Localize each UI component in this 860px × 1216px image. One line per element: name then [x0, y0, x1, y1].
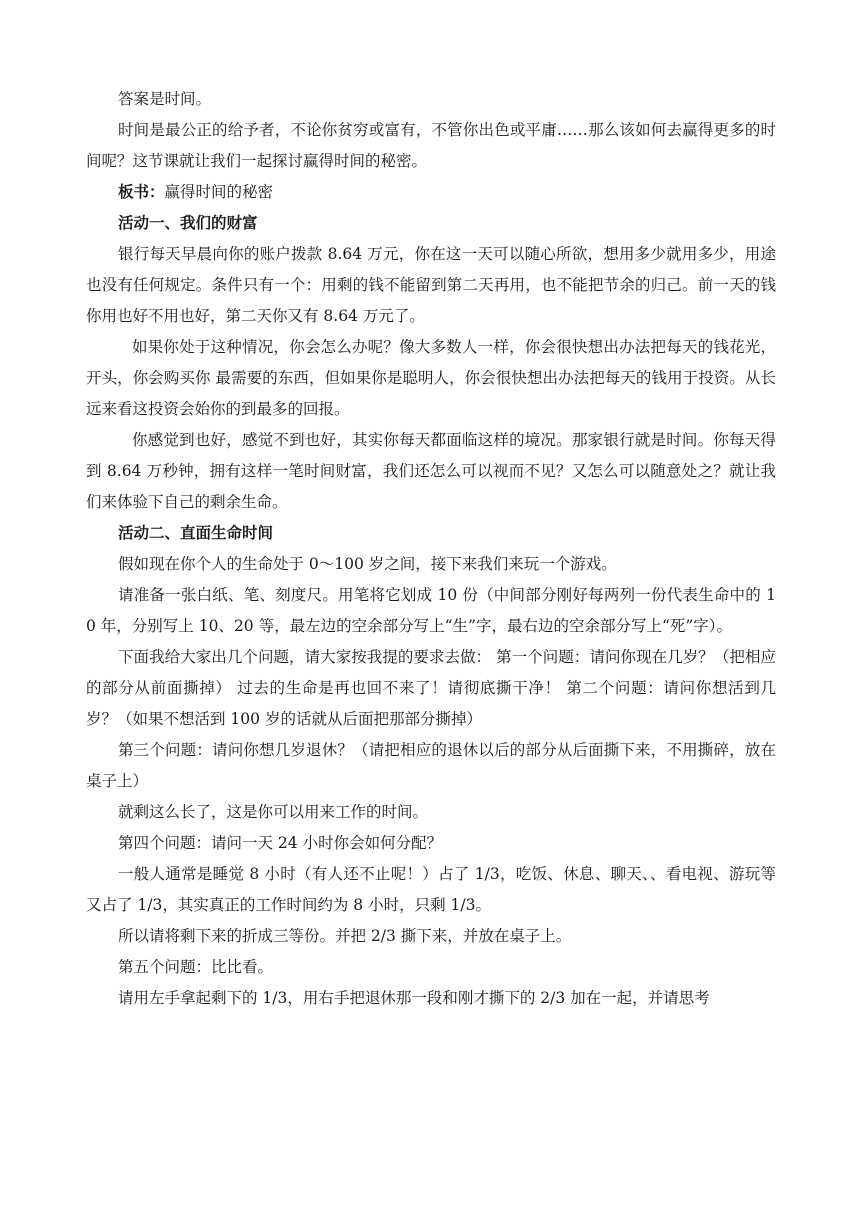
paragraph-intro: 时间是最公正的给予者，不论你贫穷或富有，不管你出色或平庸……那么该如何去赢得更多的时间呢？这节课就让我们一起探讨赢得时间的秘密。 — [86, 121, 776, 170]
activity-one-paragraph: 如果你处于这种情况，你会怎么办呢？像大多数人一样，你会很快想出办法把每天的钱花光，开头，你会购买你 最需要的东西，但如果你是聪明人，你会很快想出办法把每天的钱用于投资。从长远来看这投资会始你的到最多的回报。 — [86, 338, 776, 418]
board-note — [86, 177, 776, 208]
activity-two-paragraph: 第四个问题：请问一天 24 小时你会如何分配？ — [118, 834, 443, 852]
activity-two-paragraph: 第三个问题：请问你想几岁退休？（请把相应的退休以后的部分从后面撕下来，不用撕碎，放在桌子上） — [86, 741, 776, 790]
activity-two-paragraph: 第五个问题：比比看。 — [118, 958, 274, 976]
activity-two-paragraph: 就剩这么长了，这是你可以用来工作的时间。 — [118, 803, 429, 821]
activity-one-paragraph: 银行每天早晨向你的账户拨款 8.64 万元，你在这一天可以随心所欲，想用多少就用多少，用途也没有任何规定。条件只有一个：用剩的钱不能留到第二天再用，也不能把节余的归己。前一天的钱你用也好不用也好，第二天你又有 8.64 万元了。 — [86, 245, 776, 325]
activity-two-paragraph: 一般人通常是睡觉 8 小时（有人还不止呢！）占了 1/3，吃饭、休息、聊天、、看电视、游玩等又占了 1/3，其实真正的工作时间约为 8 小时，只剩 1/3。 — [86, 865, 776, 914]
activity-two-paragraph: 请准备一张白纸、笔、刻度尺。用笔将它划成 10 份（中间部分刚好每两列一份代表生命中的 10 年，分别写上 10、20 等，最左边的空余部分写上“生”字，最右边的空余部分写上“死”字）。 — [86, 586, 776, 635]
paragraph-answer: 答案是时间。 — [118, 90, 212, 108]
board-label: 板书： — [118, 183, 165, 201]
activity-two-paragraph: 下面我给大家出几个问题，请大家按我提的要求去做： 第一个问题：请问你现在几岁？（把相应的部分从前面撕掉） 过去的生命是再也回不来了！请彻底撕干净！ 第二个问题：请问你想活到几岁？（如果不想活到 100 岁的话就从后面把那部分撕掉） — [86, 648, 776, 728]
activity-two-paragraph: 所以请将剩下来的折成三等份。并把 2/3 撕下来，并放在桌子上。 — [118, 927, 572, 945]
activity-one-heading: 活动一、我们的财富 — [118, 214, 258, 232]
activity-two-paragraph: 假如现在你个人的生命处于 0～100 岁之间，接下来我们来玩一个游戏。 — [118, 555, 617, 573]
activity-two-paragraph: 请用左手拿起剩下的 1/3，用右手把退休那一段和刚才撕下的 2/3 加在一起，并请思考 — [118, 989, 710, 1007]
document-body — [86, 84, 776, 1014]
activity-two-heading: 活动二、直面生命时间 — [118, 524, 274, 542]
board-text: 赢得时间的秘密 — [164, 183, 274, 201]
activity-one-paragraph: 你感觉到也好，感觉不到也好，其实你每天都面临这样的境况。那家银行就是时间。你每天得到 8.64 万秒钟，拥有这样一笔时间财富，我们还怎么可以视而不见？又怎么可以随意处之？就让我们来体验下自己的剩余生命。 — [86, 431, 776, 511]
